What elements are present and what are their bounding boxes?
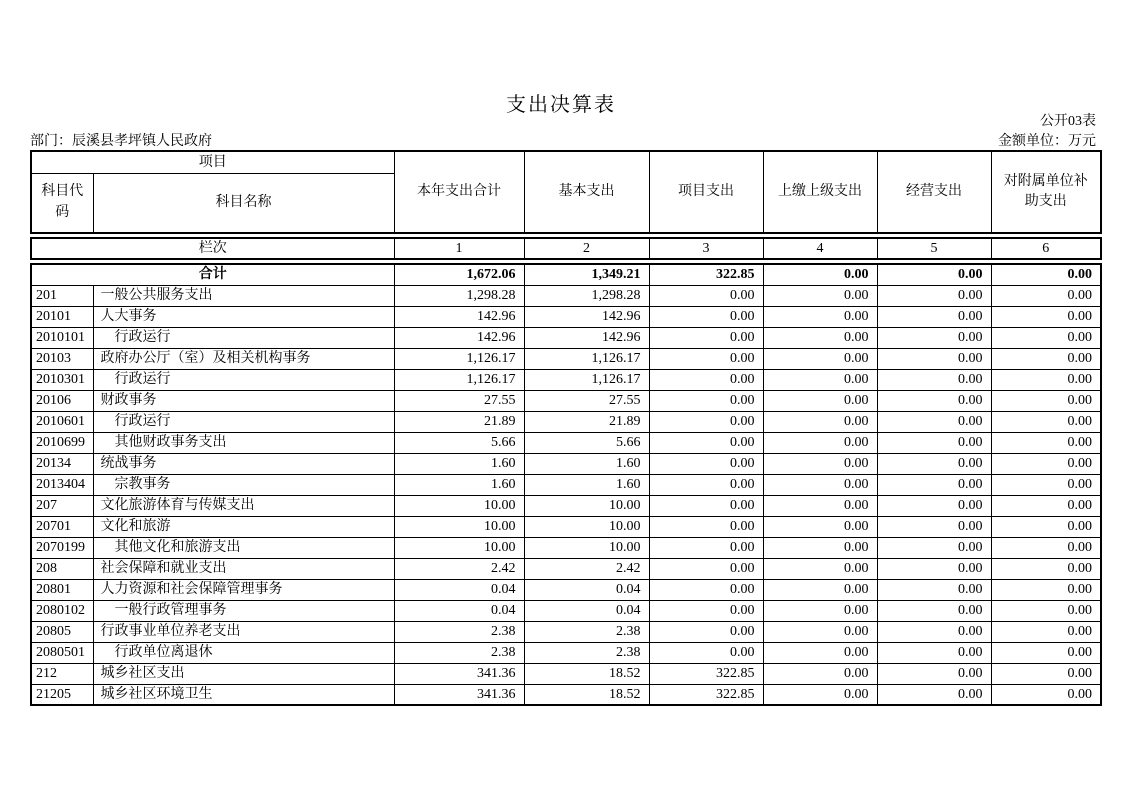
value-cell: 0.00 [877, 684, 991, 705]
value-cell: 0.00 [877, 285, 991, 306]
value-cell: 0.00 [649, 516, 763, 537]
col-header-basic-expenditure: 基本支出 [524, 151, 649, 233]
value-cell: 0.00 [763, 684, 877, 705]
value-cell: 0.00 [877, 306, 991, 327]
header-table [30, 150, 1102, 234]
col-header-subsidy-expenditure: 对附属单位补助支出 [991, 151, 1101, 233]
value-cell: 0.00 [877, 432, 991, 453]
table-row [31, 411, 1101, 432]
value-cell: 0.00 [649, 558, 763, 579]
value-cell: 0.00 [763, 369, 877, 390]
col-header-operating-expenditure: 经营支出 [877, 151, 991, 233]
value-cell: 0.00 [649, 411, 763, 432]
subject-name-cell: 社会保障和就业支出 [93, 558, 394, 579]
value-cell: 0.00 [763, 558, 877, 579]
value-cell: 2.38 [524, 642, 649, 663]
table-row [31, 558, 1101, 579]
table-row [31, 621, 1101, 642]
value-cell: 5.66 [394, 432, 524, 453]
value-cell: 0.04 [394, 579, 524, 600]
value-cell: 322.85 [649, 663, 763, 684]
value-cell: 21.89 [524, 411, 649, 432]
subject-name-cell: 行政运行 [93, 369, 394, 390]
subject-code-cell: 2010301 [31, 369, 93, 390]
value-cell: 0.00 [877, 453, 991, 474]
value-cell: 0.00 [763, 537, 877, 558]
table-row [31, 453, 1101, 474]
value-cell: 0.00 [763, 285, 877, 306]
value-cell: 0.00 [991, 411, 1101, 432]
subject-code-cell: 2013404 [31, 474, 93, 495]
value-cell: 0.00 [991, 516, 1101, 537]
subject-code-cell: 2080501 [31, 642, 93, 663]
value-cell: 0.00 [877, 642, 991, 663]
value-cell: 2.38 [394, 621, 524, 642]
subject-code-header-cell: 科目代码 [31, 173, 93, 233]
subject-name-cell: 行政运行 [93, 411, 394, 432]
value-cell: 1.60 [524, 453, 649, 474]
value-cell: 0.00 [991, 537, 1101, 558]
total-value-cell: 322.85 [649, 264, 763, 285]
subject-code-cell: 20801 [31, 579, 93, 600]
subject-name-cell: 行政事业单位养老支出 [93, 621, 394, 642]
value-cell: 0.00 [649, 474, 763, 495]
subject-name-cell: 一般公共服务支出 [93, 285, 394, 306]
value-cell: 0.00 [763, 642, 877, 663]
value-cell: 0.00 [991, 369, 1101, 390]
value-cell: 0.00 [991, 348, 1101, 369]
value-cell: 0.04 [394, 600, 524, 621]
value-cell: 0.00 [877, 327, 991, 348]
value-cell: 10.00 [524, 537, 649, 558]
column-index-cell: 1 [394, 238, 524, 259]
subject-code-cell: 20103 [31, 348, 93, 369]
value-cell: 0.00 [649, 390, 763, 411]
subject-code-cell: 207 [31, 495, 93, 516]
subject-code-cell: 2010601 [31, 411, 93, 432]
value-cell: 0.00 [877, 579, 991, 600]
value-cell: 0.00 [991, 579, 1101, 600]
subject-code-cell: 2010101 [31, 327, 93, 348]
col-header-total-expenditure: 本年支出合计 [394, 151, 524, 233]
value-cell: 0.00 [877, 558, 991, 579]
subject-name-cell: 城乡社区支出 [93, 663, 394, 684]
value-cell: 0.00 [991, 390, 1101, 411]
total-value-cell: 0.00 [991, 264, 1101, 285]
table-row [31, 600, 1101, 621]
value-cell: 0.00 [649, 579, 763, 600]
value-cell: 0.04 [524, 579, 649, 600]
total-value-cell: 1,349.21 [524, 264, 649, 285]
value-cell: 0.00 [763, 663, 877, 684]
value-cell: 0.00 [763, 411, 877, 432]
value-cell: 27.55 [524, 390, 649, 411]
subject-name-cell: 其他文化和旅游支出 [93, 537, 394, 558]
value-cell: 0.00 [649, 495, 763, 516]
table-code-label: 公开03表 [1040, 114, 1096, 129]
column-index-table [30, 237, 1102, 260]
table-row [31, 516, 1101, 537]
subject-code-cell: 20805 [31, 621, 93, 642]
meta-line [30, 130, 1096, 150]
table-row [31, 474, 1101, 495]
table-row [31, 348, 1101, 369]
value-cell: 0.00 [991, 453, 1101, 474]
subject-name-cell: 政府办公厅（室）及相关机构事务 [93, 348, 394, 369]
value-cell: 142.96 [394, 306, 524, 327]
value-cell: 0.00 [991, 474, 1101, 495]
value-cell: 0.00 [877, 348, 991, 369]
project-header-cell: 项目 [31, 151, 394, 173]
value-cell: 0.00 [877, 390, 991, 411]
value-cell: 10.00 [394, 495, 524, 516]
table-row [31, 285, 1101, 306]
subject-code-cell: 21205 [31, 684, 93, 705]
column-index-cell: 3 [649, 238, 763, 259]
data-rows [31, 264, 1101, 705]
subject-name-cell: 财政事务 [93, 390, 394, 411]
value-cell: 27.55 [394, 390, 524, 411]
value-cell: 0.00 [649, 621, 763, 642]
value-cell: 0.00 [649, 432, 763, 453]
subject-name-header-cell: 科目名称 [93, 173, 394, 233]
value-cell: 0.00 [649, 285, 763, 306]
subject-code-cell: 208 [31, 558, 93, 579]
value-cell: 0.00 [877, 537, 991, 558]
value-cell: 0.00 [649, 537, 763, 558]
table-row [31, 579, 1101, 600]
page-title: 支出决算表 [506, 94, 616, 116]
value-cell: 1.60 [394, 474, 524, 495]
column-index-cell: 2 [524, 238, 649, 259]
table-row [31, 684, 1101, 705]
value-cell: 0.00 [991, 432, 1101, 453]
table-row [31, 432, 1101, 453]
subject-name-cell: 城乡社区环境卫生 [93, 684, 394, 705]
subject-name-cell: 文化旅游体育与传媒支出 [93, 495, 394, 516]
value-cell: 1.60 [524, 474, 649, 495]
value-cell: 0.00 [763, 327, 877, 348]
subject-code-cell: 2010699 [31, 432, 93, 453]
value-cell: 0.00 [649, 600, 763, 621]
value-cell: 0.00 [649, 453, 763, 474]
table-row [31, 537, 1101, 558]
value-cell: 0.00 [877, 516, 991, 537]
table-row [31, 663, 1101, 684]
column-index-cell: 5 [877, 238, 991, 259]
value-cell: 0.00 [877, 369, 991, 390]
table-row [31, 306, 1101, 327]
value-cell: 0.00 [763, 390, 877, 411]
department-label: 部门：辰溪县孝坪镇人民政府 [30, 134, 212, 149]
subject-name-cell: 宗教事务 [93, 474, 394, 495]
value-cell: 0.00 [877, 411, 991, 432]
value-cell: 0.00 [991, 684, 1101, 705]
value-cell: 142.96 [394, 327, 524, 348]
value-cell: 0.00 [763, 495, 877, 516]
value-cell: 2.38 [394, 642, 524, 663]
value-cell: 0.00 [763, 348, 877, 369]
value-cell: 0.00 [649, 327, 763, 348]
table-row [31, 642, 1101, 663]
subject-name-cell: 人大事务 [93, 306, 394, 327]
value-cell: 0.00 [877, 474, 991, 495]
table-row [31, 369, 1101, 390]
value-cell: 0.00 [763, 600, 877, 621]
value-cell: 1,298.28 [524, 285, 649, 306]
value-cell: 10.00 [394, 537, 524, 558]
statement-table-group [30, 150, 1100, 706]
value-cell: 2.38 [524, 621, 649, 642]
value-cell: 0.00 [763, 579, 877, 600]
value-cell: 18.52 [524, 663, 649, 684]
subject-name-cell: 一般行政管理事务 [93, 600, 394, 621]
table-row [31, 327, 1101, 348]
value-cell: 0.00 [649, 306, 763, 327]
value-cell: 0.00 [649, 642, 763, 663]
value-cell: 5.66 [524, 432, 649, 453]
subject-name-cell: 人力资源和社会保障管理事务 [93, 579, 394, 600]
data-table [30, 263, 1102, 706]
value-cell: 2.42 [524, 558, 649, 579]
unit-label: 金额单位：万元 [998, 134, 1096, 149]
subject-code-cell: 20134 [31, 453, 93, 474]
value-cell: 0.00 [763, 474, 877, 495]
value-cell: 0.00 [877, 663, 991, 684]
value-cell: 0.00 [877, 600, 991, 621]
value-cell: 0.00 [649, 369, 763, 390]
subject-name-cell: 行政单位离退休 [93, 642, 394, 663]
value-cell: 1,298.28 [394, 285, 524, 306]
value-cell: 0.00 [991, 621, 1101, 642]
value-cell: 1,126.17 [524, 348, 649, 369]
value-cell: 10.00 [524, 516, 649, 537]
value-cell: 0.04 [524, 600, 649, 621]
value-cell: 0.00 [991, 663, 1101, 684]
column-index-label-cell: 栏次 [31, 238, 394, 259]
subject-name-cell: 统战事务 [93, 453, 394, 474]
total-value-cell: 1,672.06 [394, 264, 524, 285]
value-cell: 1,126.17 [394, 369, 524, 390]
value-cell: 0.00 [877, 621, 991, 642]
value-cell: 0.00 [991, 600, 1101, 621]
value-cell: 1.60 [394, 453, 524, 474]
value-cell: 142.96 [524, 327, 649, 348]
subject-name-cell: 文化和旅游 [93, 516, 394, 537]
value-cell: 341.36 [394, 684, 524, 705]
value-cell: 0.00 [877, 495, 991, 516]
value-cell: 1,126.17 [394, 348, 524, 369]
value-cell: 341.36 [394, 663, 524, 684]
value-cell: 10.00 [394, 516, 524, 537]
subject-code-cell: 20101 [31, 306, 93, 327]
value-cell: 0.00 [991, 306, 1101, 327]
total-value-cell: 0.00 [763, 264, 877, 285]
table-row [31, 390, 1101, 411]
subject-code-cell: 212 [31, 663, 93, 684]
col-header-project-expenditure: 项目支出 [649, 151, 763, 233]
value-cell: 0.00 [991, 642, 1101, 663]
value-cell: 1,126.17 [524, 369, 649, 390]
col-header-upturn-expenditure: 上缴上级支出 [763, 151, 877, 233]
subject-code-cell: 2070199 [31, 537, 93, 558]
total-value-cell: 0.00 [877, 264, 991, 285]
table-row [31, 495, 1101, 516]
column-index-cell: 4 [763, 238, 877, 259]
value-cell: 2.42 [394, 558, 524, 579]
value-cell: 322.85 [649, 684, 763, 705]
value-cell: 0.00 [991, 327, 1101, 348]
value-cell: 142.96 [524, 306, 649, 327]
subject-name-cell: 行政运行 [93, 327, 394, 348]
subject-code-cell: 201 [31, 285, 93, 306]
value-cell: 0.00 [763, 516, 877, 537]
value-cell: 0.00 [991, 495, 1101, 516]
value-cell: 0.00 [991, 558, 1101, 579]
value-cell: 18.52 [524, 684, 649, 705]
value-cell: 10.00 [524, 495, 649, 516]
total-row [31, 264, 1101, 285]
value-cell: 0.00 [763, 432, 877, 453]
value-cell: 0.00 [991, 285, 1101, 306]
subject-code-cell: 20701 [31, 516, 93, 537]
subject-code-cell: 2080102 [31, 600, 93, 621]
value-cell: 0.00 [763, 453, 877, 474]
value-cell: 0.00 [763, 306, 877, 327]
value-cell: 0.00 [763, 621, 877, 642]
value-cell: 21.89 [394, 411, 524, 432]
total-label-cell: 合计 [31, 264, 394, 285]
subject-code-cell: 20106 [31, 390, 93, 411]
value-cell: 0.00 [649, 348, 763, 369]
subject-name-cell: 其他财政事务支出 [93, 432, 394, 453]
column-index-cell: 6 [991, 238, 1101, 259]
